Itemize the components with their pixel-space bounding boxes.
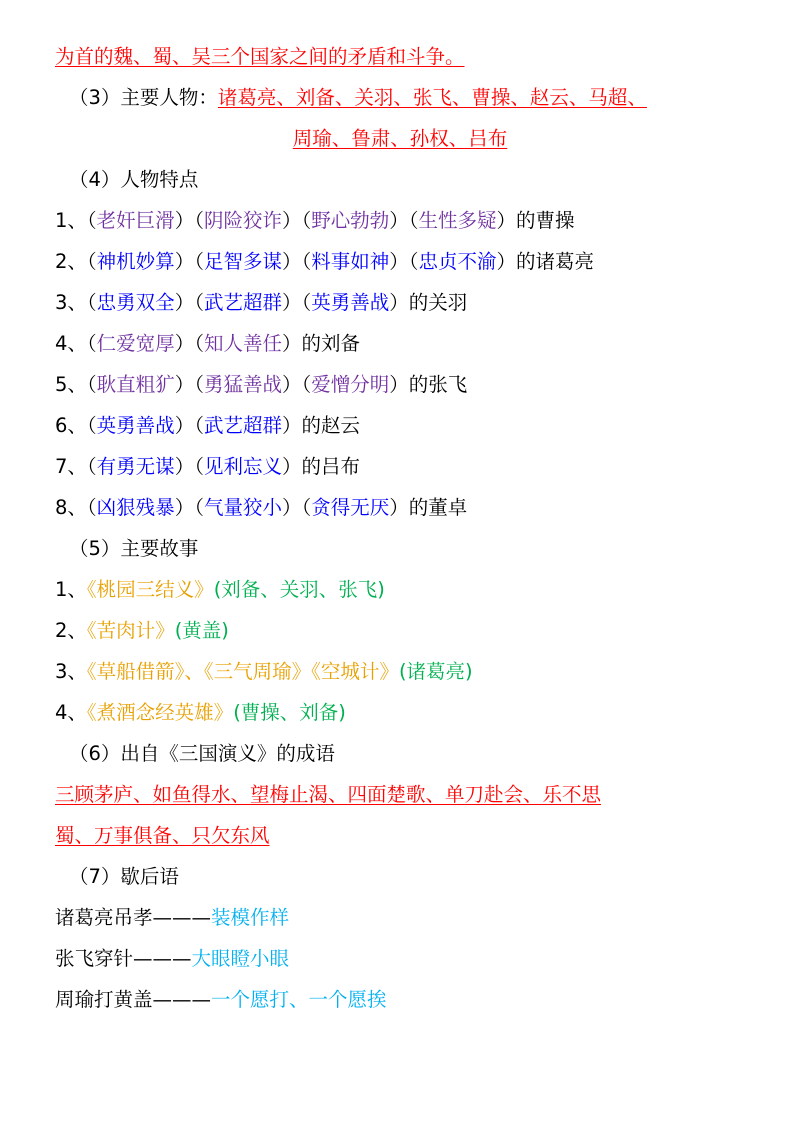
story-item-zhujiu <box>55 692 745 733</box>
story-item-caochuan-seg-1: 《草船借箭》、《三气周瑜》《空城计》 <box>86 660 399 683</box>
heading-main-stories-seg-0: （5）主要故事 <box>69 537 199 560</box>
trait-item-zhaoyun <box>55 405 745 446</box>
trait-item-caocao-seg-7: 生性多疑 <box>418 209 497 232</box>
story-item-kurouji <box>55 610 745 651</box>
trait-item-guanyu-seg-1: 忠勇双全 <box>96 291 175 314</box>
heading-main-stories <box>55 528 745 569</box>
trait-item-caocao-seg-1: 老奸巨滑 <box>96 209 175 232</box>
trait-item-liubei-seg-1: 仁爱宽厚 <box>96 332 175 355</box>
story-item-zhujiu-seg-2: (曹操、刘备) <box>233 701 346 724</box>
idioms-line-2 <box>55 815 745 856</box>
trait-item-guanyu-seg-3: 武艺超群 <box>203 291 282 314</box>
trait-item-caocao-seg-0: 1、（ <box>55 209 97 232</box>
trait-item-dongzhuo-seg-6: ）的董卓 <box>389 496 468 519</box>
trait-item-lubu-seg-3: 见利忘义 <box>203 455 282 478</box>
main-characters-continued <box>55 118 745 159</box>
trait-item-zhangfei-seg-0: 5、（ <box>55 373 97 396</box>
trait-item-zhangfei-seg-5: 爱憎分明 <box>311 373 390 396</box>
story-item-caochuan <box>55 651 745 692</box>
heading-character-traits <box>55 159 745 200</box>
trait-item-zhugeliang-seg-2: ）（ <box>174 250 204 273</box>
heading-idioms <box>55 733 745 774</box>
story-item-taoyuan <box>55 569 745 610</box>
xiehouyu-item-2 <box>55 938 745 979</box>
trait-item-lubu-seg-2: ）（ <box>174 455 204 478</box>
story-item-caochuan-seg-2: (诸葛亮) <box>398 660 473 683</box>
main-characters-continued-seg-0: 周瑜、鲁肃、孙权、吕布 <box>292 127 508 150</box>
trait-item-liubei <box>55 323 745 364</box>
trait-item-zhaoyun-seg-4: ）的赵云 <box>281 414 360 437</box>
trait-item-guanyu-seg-4: ）（ <box>281 291 312 314</box>
trait-item-liubei-seg-2: ）（ <box>174 332 204 355</box>
trait-item-dongzhuo-seg-5: 贪得无厌 <box>311 496 390 519</box>
story-item-zhujiu-seg-1: 《煮酒念经英雄》 <box>86 701 234 724</box>
trait-item-zhaoyun-seg-3: 武艺超群 <box>203 414 282 437</box>
trait-item-zhangfei-seg-2: ）（ <box>174 373 204 396</box>
story-item-zhujiu-seg-0: 4、 <box>55 701 87 724</box>
xiehouyu-item-1-seg-0: 诸葛亮吊孝——— <box>55 906 212 929</box>
xiehouyu-item-2-seg-1: 大眼瞪小眼 <box>191 947 290 970</box>
trait-item-liubei-seg-3: 知人善任 <box>203 332 282 355</box>
trait-item-caocao-seg-5: 野心勃勃 <box>311 209 390 232</box>
trait-item-caocao-seg-3: 阴险狡诈 <box>203 209 282 232</box>
trait-item-guanyu-seg-2: ）（ <box>174 291 204 314</box>
trait-item-zhugeliang-seg-7: 忠贞不渝 <box>418 250 497 273</box>
trait-item-lubu-seg-0: 7、（ <box>55 455 97 478</box>
trait-item-liubei-seg-0: 4、（ <box>55 332 97 355</box>
heading-main-characters-seg-0: （3）主要人物： <box>69 86 218 109</box>
document-body <box>55 36 745 1020</box>
trait-item-guanyu-seg-6: ）的关羽 <box>389 291 468 314</box>
trait-item-zhugeliang-seg-8: ）的诸葛亮 <box>496 250 595 273</box>
trait-item-caocao <box>55 200 745 241</box>
trait-item-zhaoyun-seg-0: 6、（ <box>55 414 97 437</box>
idioms-line-1 <box>55 774 745 815</box>
trait-item-zhangfei-seg-1: 耿直粗犷 <box>96 373 175 396</box>
xiehouyu-item-3-seg-1: 一个愿打、一个愿挨 <box>211 988 387 1011</box>
xiehouyu-item-1 <box>55 897 745 938</box>
trait-item-caocao-seg-2: ）（ <box>174 209 204 232</box>
story-item-kurouji-seg-2: (黄盖) <box>174 619 229 642</box>
heading-xiehouyu-seg-0: （7）歇后语 <box>69 865 179 888</box>
trait-item-zhangfei-seg-3: 勇猛善战 <box>203 373 282 396</box>
xiehouyu-item-3 <box>55 979 745 1020</box>
story-item-caochuan-seg-0: 3、 <box>55 660 87 683</box>
trait-item-zhugeliang-seg-5: 料事如神 <box>311 250 390 273</box>
heading-idioms-seg-0: （6）出自《三国演义》的成语 <box>69 742 335 765</box>
trait-item-zhugeliang-seg-3: 足智多谋 <box>203 250 282 273</box>
trait-item-lubu <box>55 446 745 487</box>
idioms-line-2-seg-0: 蜀、万事俱备、只欠东风 <box>55 824 270 847</box>
story-item-kurouji-seg-1: 《苦肉计》 <box>86 619 175 642</box>
trait-item-dongzhuo-seg-1: 凶狠残暴 <box>96 496 175 519</box>
trait-item-zhangfei-seg-4: ）（ <box>281 373 312 396</box>
trait-item-guanyu-seg-0: 3、（ <box>55 291 97 314</box>
trait-item-guanyu-seg-5: 英勇善战 <box>311 291 390 314</box>
trait-item-zhangfei-seg-6: ）的张飞 <box>389 373 468 396</box>
story-item-taoyuan-seg-1: 《桃园三结义》 <box>86 578 214 601</box>
trait-item-lubu-seg-4: ）的吕布 <box>281 455 360 478</box>
line-intro-continuation-seg-0: 为首的魏、蜀、吴三个国家之间的矛盾和斗争。 <box>55 45 465 68</box>
heading-character-traits-seg-0: （4）人物特点 <box>69 168 199 191</box>
trait-item-zhugeliang-seg-0: 2、（ <box>55 250 97 273</box>
heading-main-characters <box>55 77 745 118</box>
story-item-kurouji-seg-0: 2、 <box>55 619 87 642</box>
trait-item-dongzhuo <box>55 487 745 528</box>
trait-item-dongzhuo-seg-4: ）（ <box>281 496 312 519</box>
trait-item-zhaoyun-seg-1: 英勇善战 <box>96 414 175 437</box>
heading-xiehouyu <box>55 856 745 897</box>
trait-item-dongzhuo-seg-2: ）（ <box>174 496 204 519</box>
trait-item-dongzhuo-seg-3: 气量狡小 <box>203 496 282 519</box>
trait-item-zhangfei <box>55 364 745 405</box>
trait-item-zhugeliang-seg-6: ）（ <box>389 250 419 273</box>
story-item-taoyuan-seg-2: (刘备、关羽、张飞) <box>213 578 385 601</box>
trait-item-zhugeliang-seg-4: ）（ <box>281 250 312 273</box>
heading-main-characters-seg-1: 诸葛亮、刘备、关羽、张飞、曹操、赵云、马超、 <box>217 86 647 109</box>
trait-item-zhaoyun-seg-2: ）（ <box>174 414 204 437</box>
story-item-taoyuan-seg-0: 1、 <box>55 578 87 601</box>
trait-item-liubei-seg-4: ）的刘备 <box>281 332 360 355</box>
trait-item-caocao-seg-4: ）（ <box>281 209 312 232</box>
trait-item-zhugeliang <box>55 241 745 282</box>
trait-item-guanyu <box>55 282 745 323</box>
xiehouyu-item-1-seg-1: 装模作样 <box>211 906 290 929</box>
idioms-line-1-seg-0: 三顾茅庐、如鱼得水、望梅止渴、四面楚歌、单刀赴会、乐不思 <box>55 783 602 806</box>
trait-item-lubu-seg-1: 有勇无谋 <box>96 455 175 478</box>
xiehouyu-item-3-seg-0: 周瑜打黄盖——— <box>55 988 212 1011</box>
trait-item-dongzhuo-seg-0: 8、（ <box>55 496 97 519</box>
trait-item-caocao-seg-8: ）的曹操 <box>496 209 575 232</box>
xiehouyu-item-2-seg-0: 张飞穿针——— <box>55 947 192 970</box>
trait-item-caocao-seg-6: ）（ <box>389 209 419 232</box>
trait-item-zhugeliang-seg-1: 神机妙算 <box>96 250 175 273</box>
line-intro-continuation <box>55 36 745 77</box>
